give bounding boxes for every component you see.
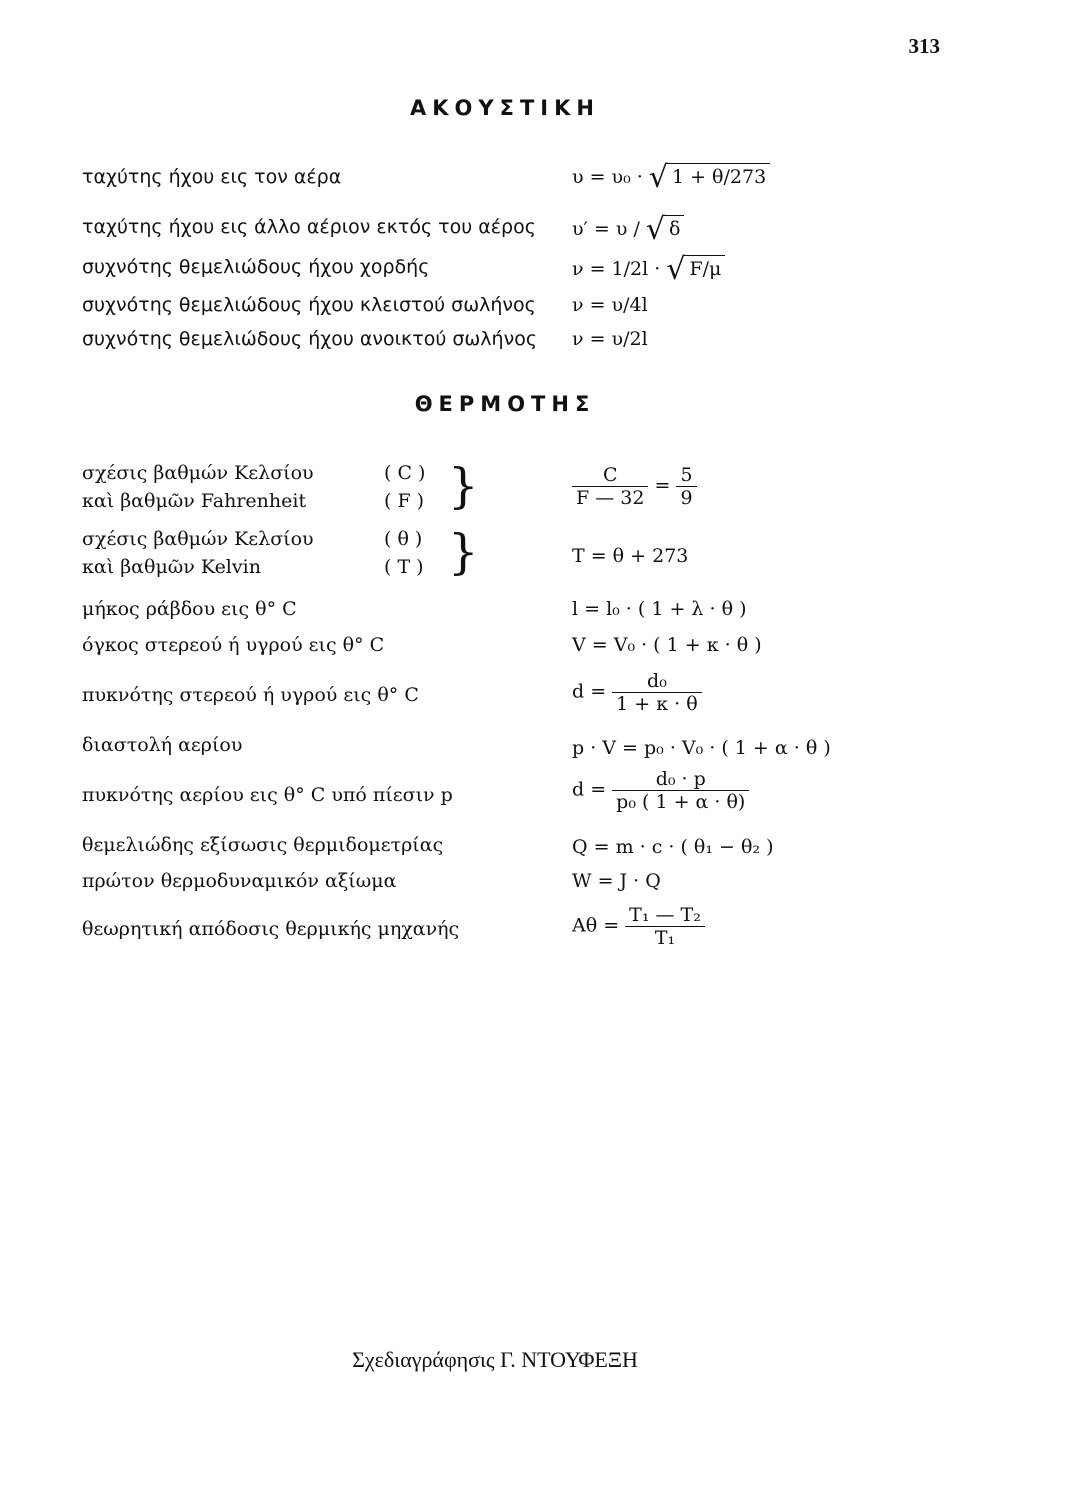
label-sound-speed-gas: ταχύτης ήχου εις άλλο αέριον εκτός του αέρος bbox=[82, 216, 536, 238]
fraction bbox=[612, 768, 749, 813]
page-number: 313 bbox=[908, 34, 940, 58]
formula-lhs: Aθ = bbox=[572, 914, 620, 937]
formula-lhs: υ′ = υ / bbox=[572, 218, 640, 240]
label-first-law: πρώτον θερμοδυναμικόν αξίωμα bbox=[82, 870, 397, 892]
label-efficiency: θεωρητική απόδοσις θερμικής μηχανής bbox=[82, 918, 460, 940]
formula-lhs: ν = 1/2l · bbox=[572, 258, 661, 280]
formula-sound-speed-air bbox=[572, 160, 770, 195]
label-kelvin: καὶ βαθμῶν Kelvin bbox=[82, 556, 261, 578]
denominator: p₀ ( 1 + α · θ) bbox=[612, 790, 749, 813]
formula-open-pipe-frequency: ν = υ/2l bbox=[572, 328, 648, 350]
label-celsius-relation: σχέσις βαθμών Κελσίου bbox=[82, 462, 314, 484]
numerator: d₀ bbox=[647, 670, 667, 692]
brace: } bbox=[448, 458, 479, 514]
sqrt-expression: √ 1 + θ/273 bbox=[649, 160, 770, 195]
formula-celsius-fahrenheit bbox=[572, 464, 697, 509]
numerator: d₀ · p bbox=[655, 768, 706, 790]
fraction bbox=[676, 464, 696, 509]
radicand: F/μ bbox=[685, 255, 725, 280]
brace: } bbox=[448, 524, 479, 580]
label-sound-speed-air: ταχύτης ήχου εις τον αέρα bbox=[82, 166, 342, 188]
numerator: 5 bbox=[680, 464, 693, 486]
denominator: 9 bbox=[676, 486, 696, 509]
denominator: F — 32 bbox=[572, 486, 648, 509]
formula-density-gas bbox=[572, 768, 749, 813]
formula-density-solid bbox=[572, 670, 702, 715]
formula-closed-pipe-frequency: ν = υ/4l bbox=[572, 294, 648, 316]
label-celsius-relation-2: σχέσις βαθμών Κελσίου bbox=[82, 528, 314, 550]
numerator: T₁ — T₂ bbox=[629, 904, 701, 926]
section-title-acoustics: ΑΚΟΥΣΤΙΚΗ bbox=[410, 96, 600, 120]
formula-lhs: d = bbox=[572, 778, 607, 801]
label-volume: όγκος στερεού ή υγρού εις θ° C bbox=[82, 634, 385, 656]
formula-kelvin: T = θ + 273 bbox=[572, 545, 689, 567]
radicand: δ bbox=[665, 215, 684, 240]
formula-efficiency bbox=[572, 904, 705, 949]
fraction bbox=[625, 904, 705, 949]
label-rod-length: μήκος ράβδου εις θ° C bbox=[82, 598, 297, 620]
sqrt-expression: √ δ bbox=[646, 212, 685, 247]
formula-volume: V = V₀ · ( 1 + κ · θ ) bbox=[572, 634, 762, 656]
equals: = bbox=[654, 474, 671, 497]
formula-gas-expansion: p · V = p₀ · V₀ · ( 1 + α · θ ) bbox=[572, 737, 831, 759]
footer-credit: Σχεδιαγράφησις Γ. ΝΤΟΥΦΕΞΗ bbox=[352, 1347, 638, 1372]
section-title-heat: ΘΕΡΜΟΤΗΣ bbox=[414, 392, 596, 416]
label-calorimetry: θεμελιώδης εξίσωσις θερμιδομετρίας bbox=[82, 834, 444, 856]
symbol-t: ( T ) bbox=[384, 556, 424, 578]
fraction bbox=[612, 670, 702, 715]
formula-calorimetry: Q = m · c · ( θ₁ − θ₂ ) bbox=[572, 836, 774, 858]
formula-lhs: υ = υ₀ · bbox=[572, 166, 643, 188]
label-density-solid: πυκνότης στερεού ή υγρού εις θ° C bbox=[82, 684, 419, 706]
radicand: 1 + θ/273 bbox=[668, 163, 770, 188]
sqrt-expression: √ F/μ bbox=[666, 252, 725, 287]
label-density-gas: πυκνότης αερίου εις θ° C υπό πίεσιν p bbox=[82, 784, 453, 806]
label-string-frequency: συχνότης θεμελιώδους ήχου χορδής bbox=[82, 256, 430, 278]
fraction bbox=[572, 464, 648, 509]
label-fahrenheit: καὶ βαθμῶν Fahrenheit bbox=[82, 490, 307, 512]
symbol-c: ( C ) bbox=[384, 462, 426, 484]
label-gas-expansion: διαστολή αερίου bbox=[82, 734, 243, 756]
denominator: T₁ bbox=[625, 926, 705, 949]
label-open-pipe-frequency: συχνότης θεμελιώδους ήχου ανοικτού σωλήνος bbox=[82, 328, 537, 350]
label-closed-pipe-frequency: συχνότης θεμελιώδους ήχου κλειστού σωλήνος bbox=[82, 294, 536, 316]
denominator: 1 + κ · θ bbox=[612, 692, 702, 715]
formula-rod-length: l = l₀ · ( 1 + λ · θ ) bbox=[572, 598, 747, 620]
symbol-f: ( F ) bbox=[384, 490, 425, 512]
formula-sound-speed-gas bbox=[572, 212, 684, 247]
numerator: C bbox=[602, 464, 618, 486]
formula-lhs: d = bbox=[572, 680, 607, 703]
formula-string-frequency bbox=[572, 252, 725, 287]
symbol-theta: ( θ ) bbox=[384, 528, 423, 550]
formula-first-law: W = J · Q bbox=[572, 870, 661, 892]
